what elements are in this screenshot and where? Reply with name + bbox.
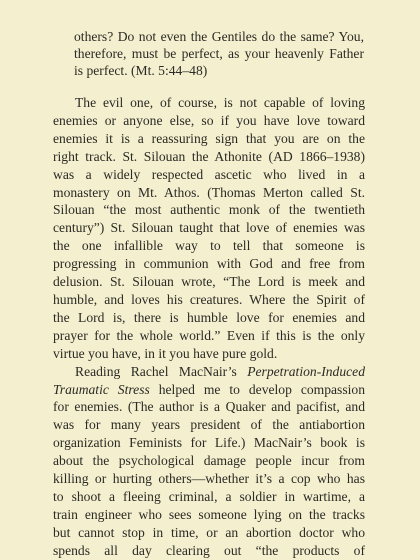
text-run: Reading Rachel MacNair’s bbox=[75, 363, 248, 379]
text-line: The evil one, of course, is not capable of loving bbox=[75, 95, 365, 110]
text-line: to shoot a fleeing criminal, a soldier in wartime, a bbox=[53, 488, 365, 504]
text-line: prayer for the whole world.” Even if this is the only bbox=[53, 327, 365, 343]
text-line: but cannot stop in time, or an abortion doctor who bbox=[53, 524, 365, 540]
quote-line: therefore, must be perfect, as your heavenly Father bbox=[74, 46, 364, 61]
book-title: Traumatic Stress bbox=[53, 381, 150, 397]
text-line: train engineer who sees someone lying on the tracks bbox=[53, 506, 365, 522]
text-line: enemies it is a reassuring sign that you are on the bbox=[53, 130, 365, 146]
quote-line: is perfect. (Mt. 5:44–48) bbox=[74, 63, 208, 78]
text-line: right track. St. Silouan the Athonite (AD 1866–1938) bbox=[53, 148, 365, 164]
text-line: about the psychological damage people incur from bbox=[53, 453, 365, 469]
body-text bbox=[53, 94, 365, 560]
quote-line: others? Do not even the Gentiles do the same? You, bbox=[74, 29, 364, 44]
paragraph-macnair bbox=[53, 363, 365, 560]
text-line: killing or hurting others—whether it’s a cop who has bbox=[53, 471, 365, 487]
text-line: the Lord is, there is humble love for enemies and bbox=[53, 309, 365, 325]
text-line: delusion. St. Silouan wrote, “The Lord is meek and bbox=[53, 274, 365, 290]
text-line bbox=[53, 363, 365, 381]
text-line: Silouan “the most authentic monk of the twentieth bbox=[53, 202, 365, 218]
scripture-quote bbox=[74, 28, 364, 79]
text-line: for enemies. (The author is a Quaker and pacifist, and bbox=[53, 399, 365, 415]
text-line bbox=[53, 381, 365, 399]
text-line: humble, and loves his creatures. Where the Spirit of bbox=[53, 291, 365, 307]
text-line: century”) St. Silouan taught that love of enemies was bbox=[53, 220, 365, 236]
book-title: Perpetration-Induced bbox=[247, 363, 365, 379]
text-line: organization Feminists for Life.) MacNair’s book is bbox=[53, 435, 365, 451]
text-line: virtue you have, in it you have pure gold. bbox=[53, 345, 278, 361]
text-line: spends all day clearing out “the products of bbox=[53, 542, 365, 558]
text-line: monastery on Mt. Athos. (Thomas Merton called St. bbox=[53, 184, 365, 200]
text-line: enemies or anyone else, so if you have love toward bbox=[53, 112, 365, 128]
text-line: was for many years president of the antiabortion bbox=[53, 417, 365, 433]
text-line: the one infallible way to tell that someone is bbox=[53, 238, 365, 254]
text-line: was a widely respected ascetic who lived in a bbox=[53, 166, 365, 182]
paragraph-silouan bbox=[53, 94, 365, 363]
text-line: progressing in communion with God and free from bbox=[53, 256, 365, 272]
text-run: helped me to develop compassion bbox=[149, 381, 365, 397]
